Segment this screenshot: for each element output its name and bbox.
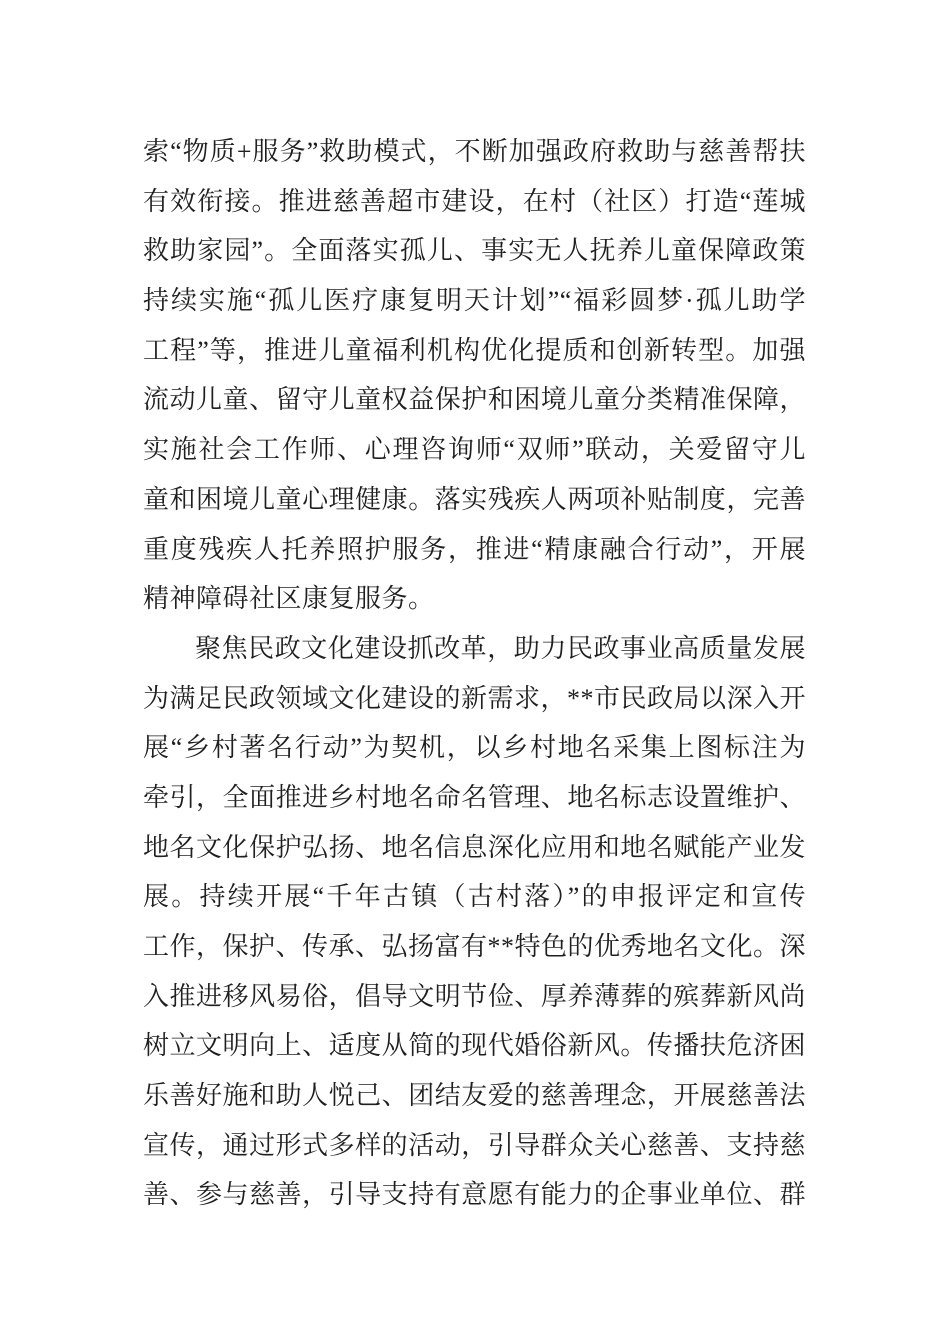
text-line: 实施社会工作师、心理咨询师“双师”联动，关爱留守儿 xyxy=(143,435,806,465)
text-line: 救助家园”。全面落实孤儿、事实无人抚养儿童保障政策 xyxy=(143,236,806,266)
text-line: 牵引，全面推进乡村地名命名管理、地名标志设置维护、 xyxy=(143,782,806,812)
text-line-paragraph-end: 精神障碍社区康复服务。 xyxy=(143,584,435,614)
text-line: 地名文化保护弘扬、地名信息深化应用和地名赋能产业发 xyxy=(143,832,806,862)
text-line-paragraph-start: 聚焦民政文化建设抓改革，助力民政事业高质量发展 xyxy=(195,633,806,663)
text-line: 展。持续开展“千年古镇（古村落）”的申报评定和宣传 xyxy=(143,882,806,912)
text-line: 童和困境儿童心理健康。落实残疾人两项补贴制度，完善 xyxy=(143,484,806,514)
text-line: 树立文明向上、适度从简的现代婚俗新风。传播扶危济困 xyxy=(143,1031,806,1061)
text-line: 为满足民政领域文化建设的新需求，**市民政局以深入开 xyxy=(143,683,807,713)
text-line: 持续实施“孤儿医疗康复明天计划”“福彩圆梦·孤儿助学 xyxy=(143,286,806,316)
text-block xyxy=(143,127,806,1220)
text-line: 入推进移风易俗，倡导文明节俭、厚养薄葬的殡葬新风尚 xyxy=(143,981,806,1011)
text-line: 重度残疾人托养照护服务，推进“精康融合行动”，开展 xyxy=(143,534,806,564)
text-line: 展“乡村著名行动”为契机，以乡村地名采集上图标注为 xyxy=(143,733,806,763)
text-line: 有效衔接。推进慈善超市建设，在村（社区）打造“莲城 xyxy=(143,186,806,216)
text-line: 宣传，通过形式多样的活动，引导群众关心慈善、支持慈 xyxy=(143,1130,806,1160)
text-line: 流动儿童、留守儿童权益保护和困境儿童分类精准保障， xyxy=(143,385,806,415)
text-line: 善、参与慈善，引导支持有意愿有能力的企事业单位、群 xyxy=(143,1180,806,1210)
text-line: 工作，保护、传承、弘扬富有**特色的优秀地名文化。深 xyxy=(143,932,807,961)
text-line: 乐善好施和助人悦己、团结友爱的慈善理念，开展慈善法 xyxy=(143,1081,806,1111)
text-line: 索“物质+服务”救助模式，不断加强政府救助与慈善帮扶 xyxy=(143,137,806,166)
text-line: 工程”等，推进儿童福利机构优化提质和创新转型。加强 xyxy=(143,335,806,365)
